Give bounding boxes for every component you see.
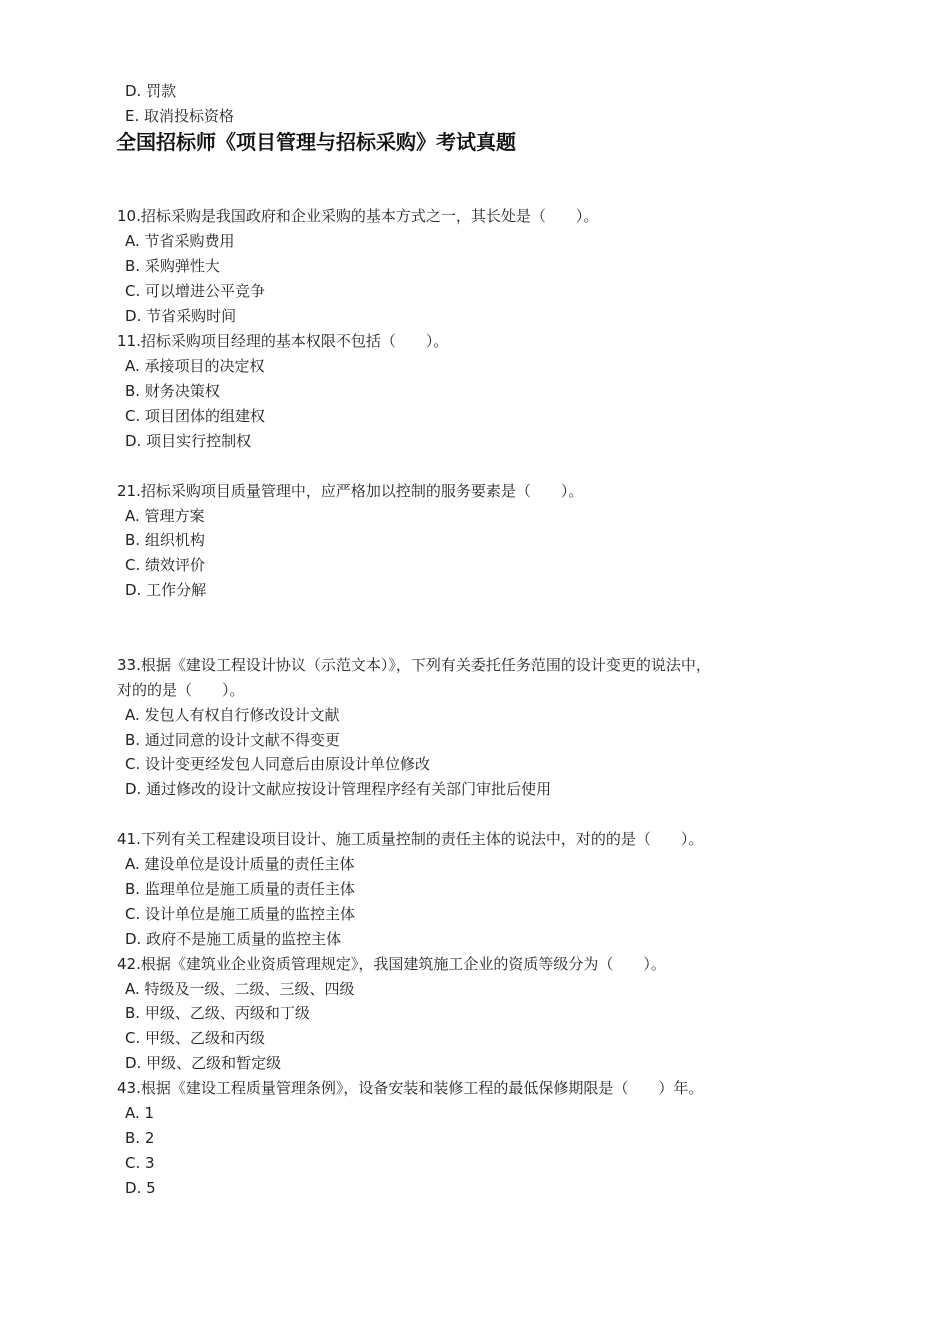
lead-option-e: E. 取消投标资格: [125, 107, 235, 125]
option-d: D. 工作分解: [125, 581, 207, 599]
option-d: D. 节省采购时间: [125, 307, 237, 325]
question-stem: 11.招标采购项目经理的基本权限不包括（ ）。: [117, 332, 449, 350]
option-b: B. 财务决策权: [125, 382, 220, 400]
option-a: A. 建设单位是设计质量的责任主体: [125, 855, 355, 873]
option-b: B. 采购弹性大: [125, 257, 220, 275]
question-stem: 42.根据《建筑业企业资质管理规定》，我国建筑施工企业的资质等级分为（ ）。: [117, 955, 666, 973]
question-stem-continued: 对的的是（ ）。: [117, 681, 245, 699]
option-a: A. 节省采购费用: [125, 232, 235, 250]
option-b: B. 通过同意的设计文献不得变更: [125, 731, 340, 749]
option-a: A. 1: [125, 1104, 155, 1122]
option-a: A. 承接项目的决定权: [125, 357, 265, 375]
option-d: D. 甲级、乙级和暂定级: [125, 1054, 282, 1072]
option-b: B. 组织机构: [125, 531, 205, 549]
option-a: A. 管理方案: [125, 507, 205, 525]
option-b: B. 甲级、乙级、丙级和丁级: [125, 1004, 310, 1022]
option-d: D. 5: [125, 1179, 156, 1197]
option-c: C. 绩效评价: [125, 556, 206, 574]
option-c: C. 设计变更经发包人同意后由原设计单位修改: [125, 755, 431, 773]
option-c: C. 3: [125, 1154, 155, 1172]
option-c: C. 甲级、乙级和丙级: [125, 1029, 266, 1047]
option-c: C. 项目团体的组建权: [125, 407, 266, 425]
option-d: D. 通过修改的设计文献应按设计管理程序经有关部门审批后使用: [125, 780, 552, 798]
question-stem: 41.下列有关工程建设项目设计、施工质量控制的责任主体的说法中，对的的是（ ）。: [117, 830, 704, 848]
option-a: A. 发包人有权自行修改设计文献: [125, 706, 340, 724]
lead-option-d: D. 罚款: [125, 82, 177, 100]
option-c: C. 设计单位是施工质量的监控主体: [125, 905, 356, 923]
question-stem: 10.招标采购是我国政府和企业采购的基本方式之一，其长处是（ ）。: [117, 207, 599, 225]
document-title: 全国招标师《项目管理与招标采购》考试真题: [116, 130, 516, 154]
option-d: D. 政府不是施工质量的监控主体: [125, 930, 342, 948]
option-b: B. 监理单位是施工质量的责任主体: [125, 880, 355, 898]
option-d: D. 项目实行控制权: [125, 432, 252, 450]
question-stem: 21.招标采购项目质量管理中，应严格加以控制的服务要素是（ ）。: [117, 482, 584, 500]
option-b: B. 2: [125, 1129, 155, 1147]
option-c: C. 可以增进公平竞争: [125, 282, 266, 300]
option-a: A. 特级及一级、二级、三级、四级: [125, 980, 355, 998]
question-stem: 33.根据《建设工程设计协议（示范文本）》，下列有关委托任务范围的设计变更的说法中，: [117, 656, 711, 674]
question-stem: 43.根据《建设工程质量管理条例》，设备安装和装修工程的最低保修期限是（ ）年。: [117, 1079, 704, 1097]
